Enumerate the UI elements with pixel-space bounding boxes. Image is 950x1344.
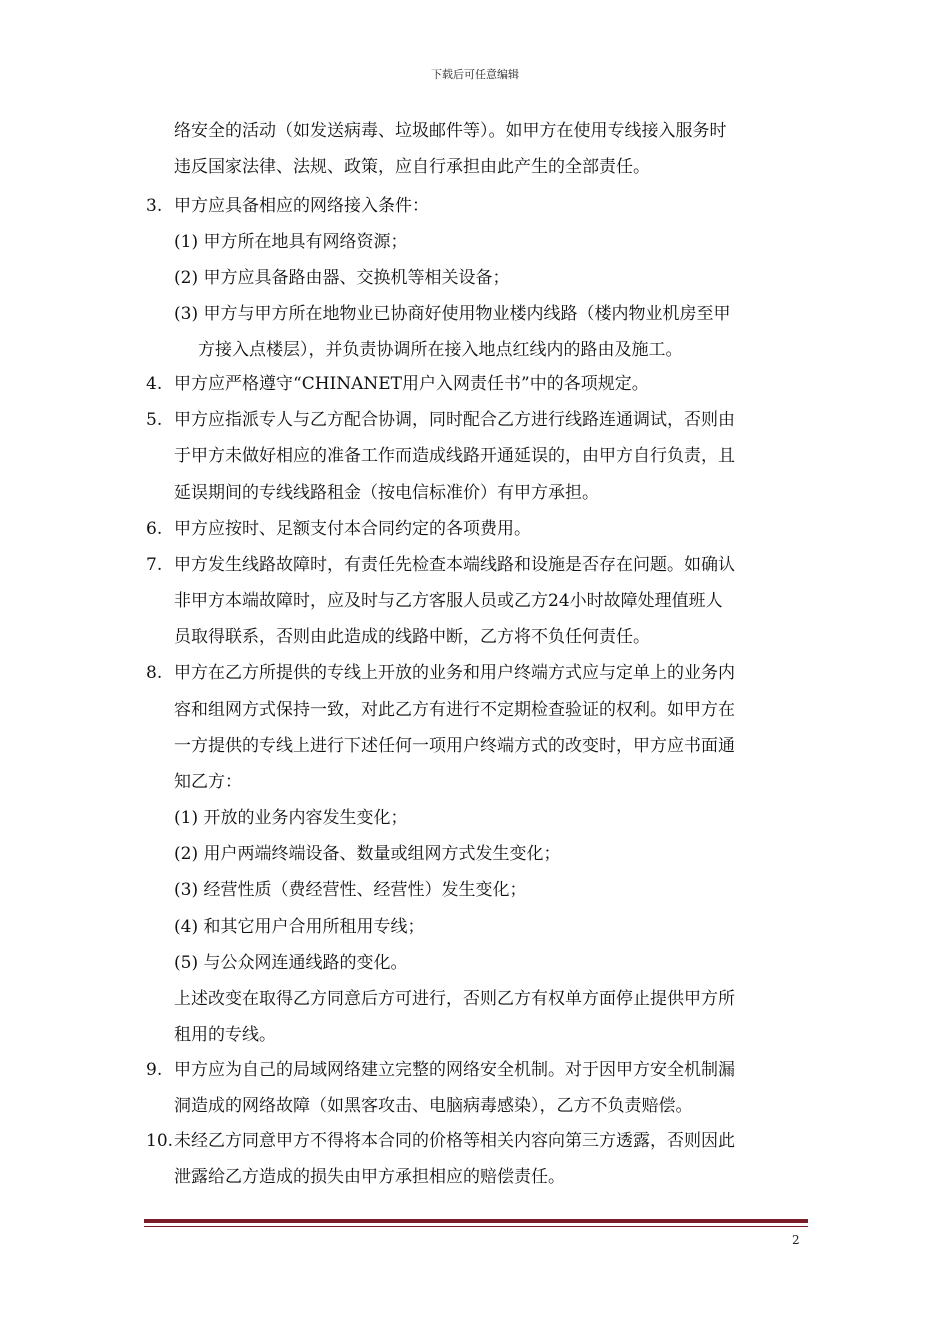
text-line (0, 591, 950, 613)
text-line (0, 1060, 950, 1082)
line-text: (4) 和其它用户合用所租用专线； (174, 917, 425, 937)
line-text: 一方提供的专线上进行下述任何一项用户终端方式的改变时，甲方应书面通 (174, 736, 735, 756)
text-line (0, 663, 950, 685)
line-text: 方接入点楼层），并负责协调所在接入地点红线内的路由及施工。 (198, 340, 683, 360)
line-text: 甲方发生线路故障时，有责任先检查本端线路和设施是否存在问题。如确认 (174, 555, 735, 575)
page-header-note: 下载后可任意编辑 (431, 68, 519, 81)
line-text: 甲方在乙方所提供的专线上开放的业务和用户终端方式应与定单上的业务内 (174, 663, 735, 683)
text-line (0, 700, 950, 722)
text-line (0, 772, 950, 794)
line-text: 容和组网方式保持一致，对此乙方有进行不定期检查验证的权利。如甲方在 (174, 700, 735, 720)
text-line (0, 410, 950, 432)
line-text: 甲方应按时、足额支付本合同约定的各项费用。 (174, 519, 531, 539)
line-text: (2) 甲方应具备路由器、交换机等相关设备； (174, 268, 510, 288)
footer-divider (144, 1219, 808, 1223)
list-number: 8. (146, 663, 163, 683)
line-text: (1) 甲方所在地具有网络资源； (174, 232, 408, 252)
text-line (0, 196, 950, 218)
text-line (0, 268, 950, 290)
text-line (0, 844, 950, 866)
line-text: 络安全的活动（如发送病毒、垃圾邮件等）。如甲方在使用专线接入服务时 (174, 121, 727, 141)
text-line (0, 808, 950, 830)
text-line (0, 519, 950, 541)
line-text: 泄露给乙方造成的损失由甲方承担相应的赔偿责任。 (174, 1167, 565, 1187)
line-text: 于甲方未做好相应的准备工作而造成线路开通延误的，由甲方自行负责，且 (174, 446, 735, 466)
list-number: 4. (146, 374, 163, 394)
line-text: (2) 用户两端终端设备、数量或组网方式发生变化； (174, 844, 561, 864)
line-text: 甲方应严格遵守“CHINANET用户入网责任书”中的各项规定。 (174, 374, 649, 394)
text-line (0, 483, 950, 505)
list-number: 10. (146, 1131, 174, 1151)
list-number: 7. (146, 555, 163, 575)
list-number: 6. (146, 519, 163, 539)
text-line (0, 374, 950, 396)
line-text: (5) 与公众网连通线路的变化。 (174, 953, 408, 973)
line-text: 洞造成的网络故障（如黑客攻击、电脑病毒感染），乙方不负责赔偿。 (174, 1096, 693, 1116)
line-text: 甲方应为自己的局域网络建立完整的网络安全机制。对于因甲方安全机制漏 (174, 1060, 735, 1080)
line-text: 员取得联系，否则由此造成的线路中断，乙方将不负任何责任。 (174, 627, 650, 647)
text-line (0, 232, 950, 254)
text-line (0, 1167, 950, 1189)
text-line (0, 736, 950, 758)
text-line (0, 1025, 950, 1047)
line-text: (3) 经营性质（费经营性、经营性）发生变化； (174, 880, 527, 900)
page-number: 2 (792, 1233, 800, 1247)
line-text: (1) 开放的业务内容发生变化； (174, 808, 408, 828)
text-line (0, 1096, 950, 1118)
list-number: 9. (146, 1060, 163, 1080)
text-line (0, 121, 950, 143)
text-line (0, 555, 950, 577)
line-text: 租用的专线。 (174, 1025, 276, 1045)
line-text: 甲方应具备相应的网络接入条件： (174, 196, 429, 216)
line-text: 延误期间的专线线路租金（按电信标准价）有甲方承担。 (174, 483, 599, 503)
text-line (0, 157, 950, 179)
text-line (0, 340, 950, 362)
footer-divider-thin (144, 1226, 808, 1227)
line-text: 上述改变在取得乙方同意后方可进行，否则乙方有权单方面停止提供甲方所 (174, 989, 735, 1009)
line-text: 甲方应指派专人与乙方配合协调，同时配合乙方进行线路连通调试，否则由 (174, 410, 735, 430)
text-line (0, 446, 950, 468)
text-line (0, 989, 950, 1011)
text-line (0, 953, 950, 975)
line-text: 未经乙方同意甲方不得将本合同的价格等相关内容向第三方透露，否则因此 (174, 1131, 735, 1151)
line-text: 知乙方： (174, 772, 242, 792)
line-text: (3) 甲方与甲方所在地物业已协商好使用物业楼内线路（楼内物业机房至甲 (174, 304, 731, 324)
line-text: 违反国家法律、法规、政策，应自行承担由此产生的全部责任。 (174, 157, 650, 177)
text-line (0, 1131, 950, 1153)
list-number: 3. (146, 196, 163, 216)
text-line (0, 917, 950, 939)
line-text: 非甲方本端故障时，应及时与乙方客服人员或乙方24小时故障处理值班人 (174, 591, 723, 611)
text-line (0, 880, 950, 902)
text-line (0, 627, 950, 649)
text-line (0, 304, 950, 326)
list-number: 5. (146, 410, 163, 430)
